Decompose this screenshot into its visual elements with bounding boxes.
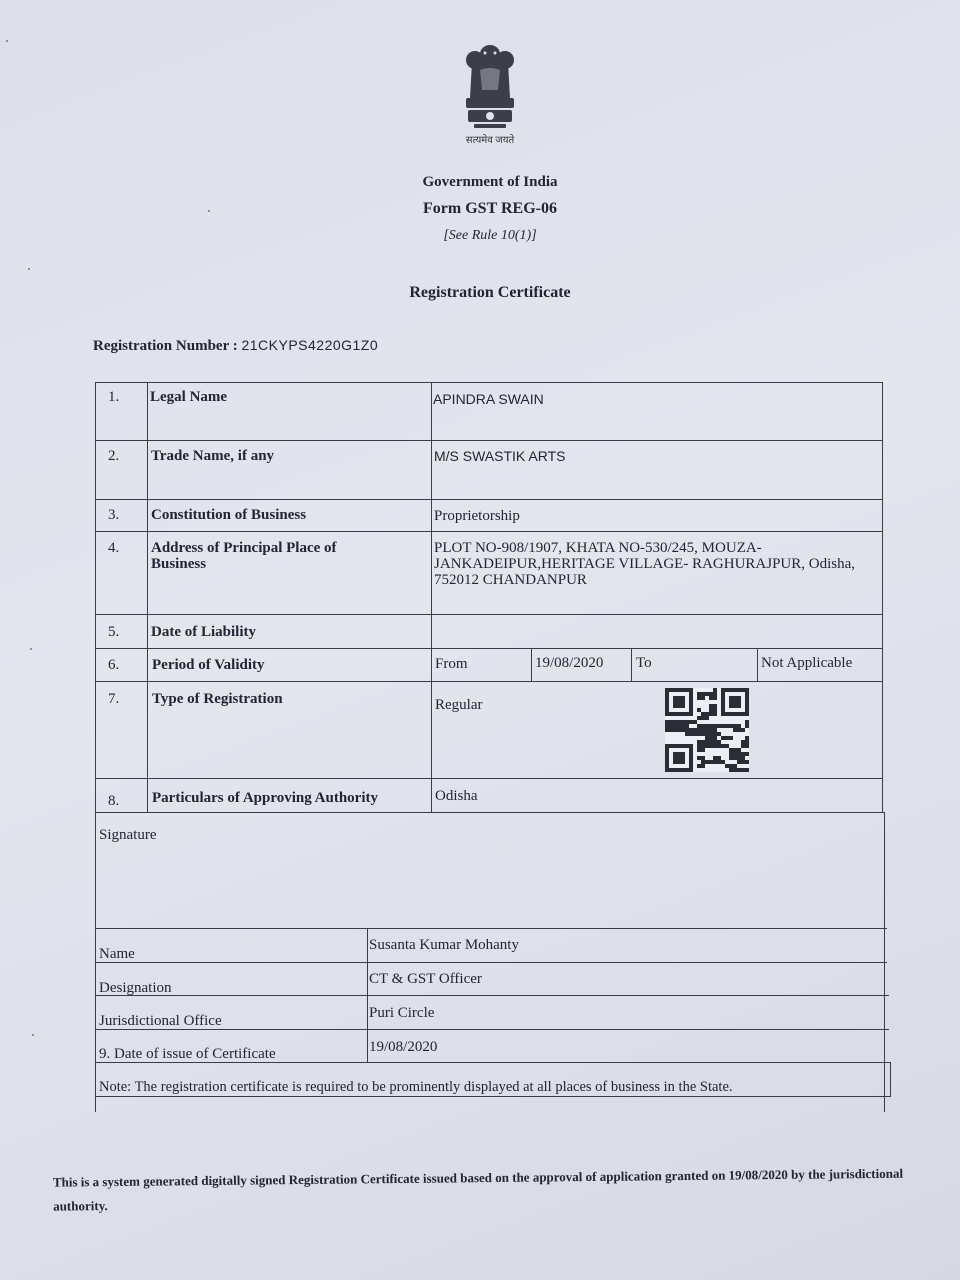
emblem-motto: सत्यमेव जयते (465, 135, 515, 146)
row-number: 5. (108, 624, 120, 640)
display-note: Note: The registration certificate is required to be prominently displayed at all places of business in the State. (99, 1079, 733, 1095)
rule-reference: [See Rule 10(1)] (443, 228, 537, 243)
government-heading: Government of India (422, 174, 558, 190)
form-number: Form GST REG-06 (423, 200, 557, 217)
officer-name-label: Name (99, 946, 135, 962)
constitution-value: Proprietorship (434, 508, 520, 524)
row-number: 7. (108, 691, 120, 707)
registration-number-label: Registration Number : (93, 338, 238, 354)
issue-date-value: 19/08/2020 (369, 1039, 438, 1055)
address-label: Address of Principal Place of Business (151, 540, 337, 572)
row-number: 6. (108, 657, 120, 673)
row-number: 1. (108, 389, 120, 405)
row-number: 3. (108, 507, 120, 523)
approving-authority-label: Particulars of Approving Authority (152, 790, 378, 806)
validity-to-value: Not Applicable (761, 655, 853, 671)
type-of-registration-label: Type of Registration (152, 691, 283, 707)
signature-label: Signature (99, 827, 157, 843)
legal-name-value: APINDRA SWAIN (433, 391, 544, 407)
constitution-label: Constitution of Business (151, 507, 307, 523)
trade-name-label: Trade Name, if any (151, 448, 275, 464)
approving-authority-value: Odisha (435, 788, 478, 804)
document-title: Registration Certificate (409, 284, 571, 301)
validity-from-label: From (435, 656, 468, 672)
jurisdictional-office-value: Puri Circle (369, 1005, 435, 1021)
trade-name-value: M/S SWASTIK ARTS (434, 448, 566, 464)
designation-value: CT & GST Officer (369, 971, 482, 987)
designation-label: Designation (99, 980, 172, 996)
issue-date-label: 9. Date of issue of Certificate (99, 1046, 276, 1062)
registration-number-value: 21CKYPS4220G1Z0 (241, 337, 379, 353)
period-of-validity-label: Period of Validity (152, 657, 265, 673)
legal-name-label: Legal Name (150, 389, 228, 405)
date-of-liability-label: Date of Liability (151, 624, 256, 640)
registration-number (93, 337, 378, 355)
address-value: PLOT NO-908/1907, KHATA NO-530/245, MOUZA- JANKADEIPUR,HERITAGE VILLAGE- RAGHURAJPUR, Odisha, 752012 CHANDANPUR (434, 540, 856, 588)
certificate-table (95, 382, 885, 1112)
row-number: 4. (108, 540, 120, 556)
type-of-registration-value: Regular (435, 697, 483, 713)
validity-to-label: To (636, 655, 652, 671)
validity-from-date: 19/08/2020 (535, 655, 604, 671)
qr-code-icon (664, 688, 750, 772)
jurisdictional-office-label: Jurisdictional Office (99, 1013, 222, 1029)
row-number: 2. (108, 448, 120, 464)
row-number: 8. (108, 793, 120, 809)
footer-statement: This is a system generated digitally signed Registration Certificate issued based on the approval of application granted on 19/08/2020 by the jurisdictional authority. (52, 1165, 904, 1214)
officer-name-value: Susanta Kumar Mohanty (369, 937, 519, 953)
